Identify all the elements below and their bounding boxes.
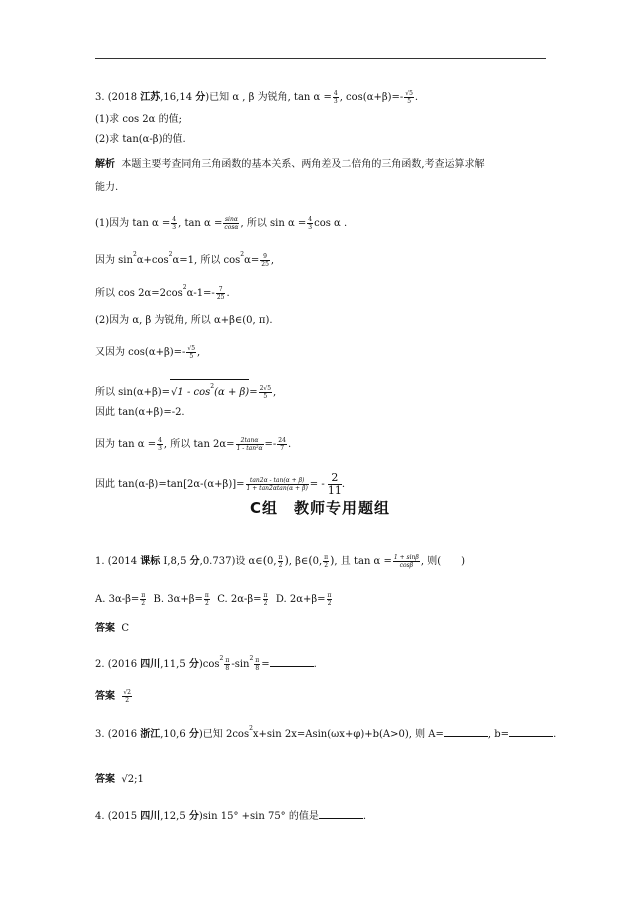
answer-label: 答案 — [95, 623, 115, 634]
solution-step-9: 因此 tan(α-β)=tan[2α-(α+β)]= $\frac{\tan 2\alpha - \tan(\alpha + \beta)}{1 + \tan 2\alpha\tan(\alpha + \beta)}$ = - $\frac{2}{11}$. — [95, 471, 346, 497]
answer-blank-a — [444, 727, 488, 737]
answer-blank — [270, 657, 314, 667]
answer-blank — [319, 809, 363, 819]
section-heading: C组 教师专用题组 — [249, 499, 390, 517]
solution-step-4: (2)因为 α, β 为锐角, 所以 α+β∈(0, π). — [95, 315, 273, 326]
solution-intro — [95, 158, 485, 172]
answer-value: C — [121, 623, 130, 634]
answer-label: 答案 — [95, 774, 115, 785]
answer-blank-b — [509, 727, 553, 737]
q3-statement: 3. (2018 江苏,16,14 分)已知 α , β 为锐角, tan α = $\frac{4}{3}$ , cos(α+β)=- $\frac{√5}{5}$ . — [95, 90, 419, 105]
q3-part1: (1)求 cos 2α 的值; — [95, 114, 182, 125]
problem-3: 3. (2016 浙江,10,6 分)已知 $2\cos^2x+\sin$ 2x=Asin(ωx+φ)+b(A>0), 则 A= , b= . — [95, 725, 557, 740]
problem-1-options: A. 3α-β= $\frac{\pi}{2}$ B. 3α+β= $\frac{\pi}{2}$ C. 2α-β= $\frac{\pi}{2}$ D. 2α+β= $\frac{\pi}{2}$ — [95, 592, 332, 607]
solution-step-5: 又因为 cos(α+β)=- $\frac{√5}{5}$ , — [95, 345, 201, 360]
solution-step-8: 因为 tan α = $\frac{4}{3}$ , 所以 tan 2α= $\frac{2\tan\alpha}{\text{1 - tan²α}}$ =- $\frac{24}{7}$ . — [95, 437, 292, 452]
problem-2: 2. (2016 四川,11,5 分)$\cos^2$ $\frac{\pi}{8}$ $-\sin^2$ $\frac{\pi}{8}$ = . — [95, 655, 317, 672]
header-rule — [95, 58, 546, 59]
problem-3-answer — [95, 773, 144, 787]
solution-text-2: 能力. — [95, 182, 119, 193]
q3-part2: (2)求 tan(α-β)的值. — [95, 134, 186, 145]
problem-2-answer: 答案 $\frac{√2}{2}$ — [95, 689, 131, 704]
solution-step-7: 因此 tan(α+β)=-2. — [95, 407, 185, 418]
problem-1-answer — [95, 622, 129, 636]
solution-step-3: 所以 $\cos 2\alpha=2\cos^2\alpha-1=-$ $\frac{7}{25}$ . — [95, 284, 230, 301]
solution-step-6: 所以 $\sin(\alpha+\beta)=√1 - \cos^2(\alpha + \beta)=$ $\frac{2√5}{5}$ , — [95, 379, 276, 400]
answer-label: 答案 — [95, 691, 115, 702]
solution-text: 本题主要考查同角三角函数的基本关系、两角差及二倍角的三角函数,考查运算求解 — [121, 159, 485, 170]
problem-1: 1. (2014 课标 I,8,5 分,0.737)设 α∈(0, $\frac{\pi}{2}$ ), β∈(0, $\frac{\pi}{2}$ ), 且 tan α = $\frac{1 + \sin\beta}{\cos\beta}$ , 则( ) — [95, 554, 466, 569]
solution-step-2: 因为 $\sin^2\alpha+\cos^2\alpha=1$, 所以 $\cos^2\alpha=$ $\frac{9}{25}$ , — [95, 251, 275, 268]
solution-label: 解析 — [95, 159, 115, 170]
solution-step-1: (1)因为 tan α = $\frac{4}{3}$ , tan α = $\frac{\sin\alpha}{\cos\alpha}$ , 所以 sin α = $\frac{4}{3}$ cos α . — [95, 216, 348, 231]
answer-value: √2;1 — [121, 774, 144, 785]
problem-4: 4. (2015 四川,12,5 分)sin 15° +sin 75° 的值是 . — [95, 811, 367, 822]
